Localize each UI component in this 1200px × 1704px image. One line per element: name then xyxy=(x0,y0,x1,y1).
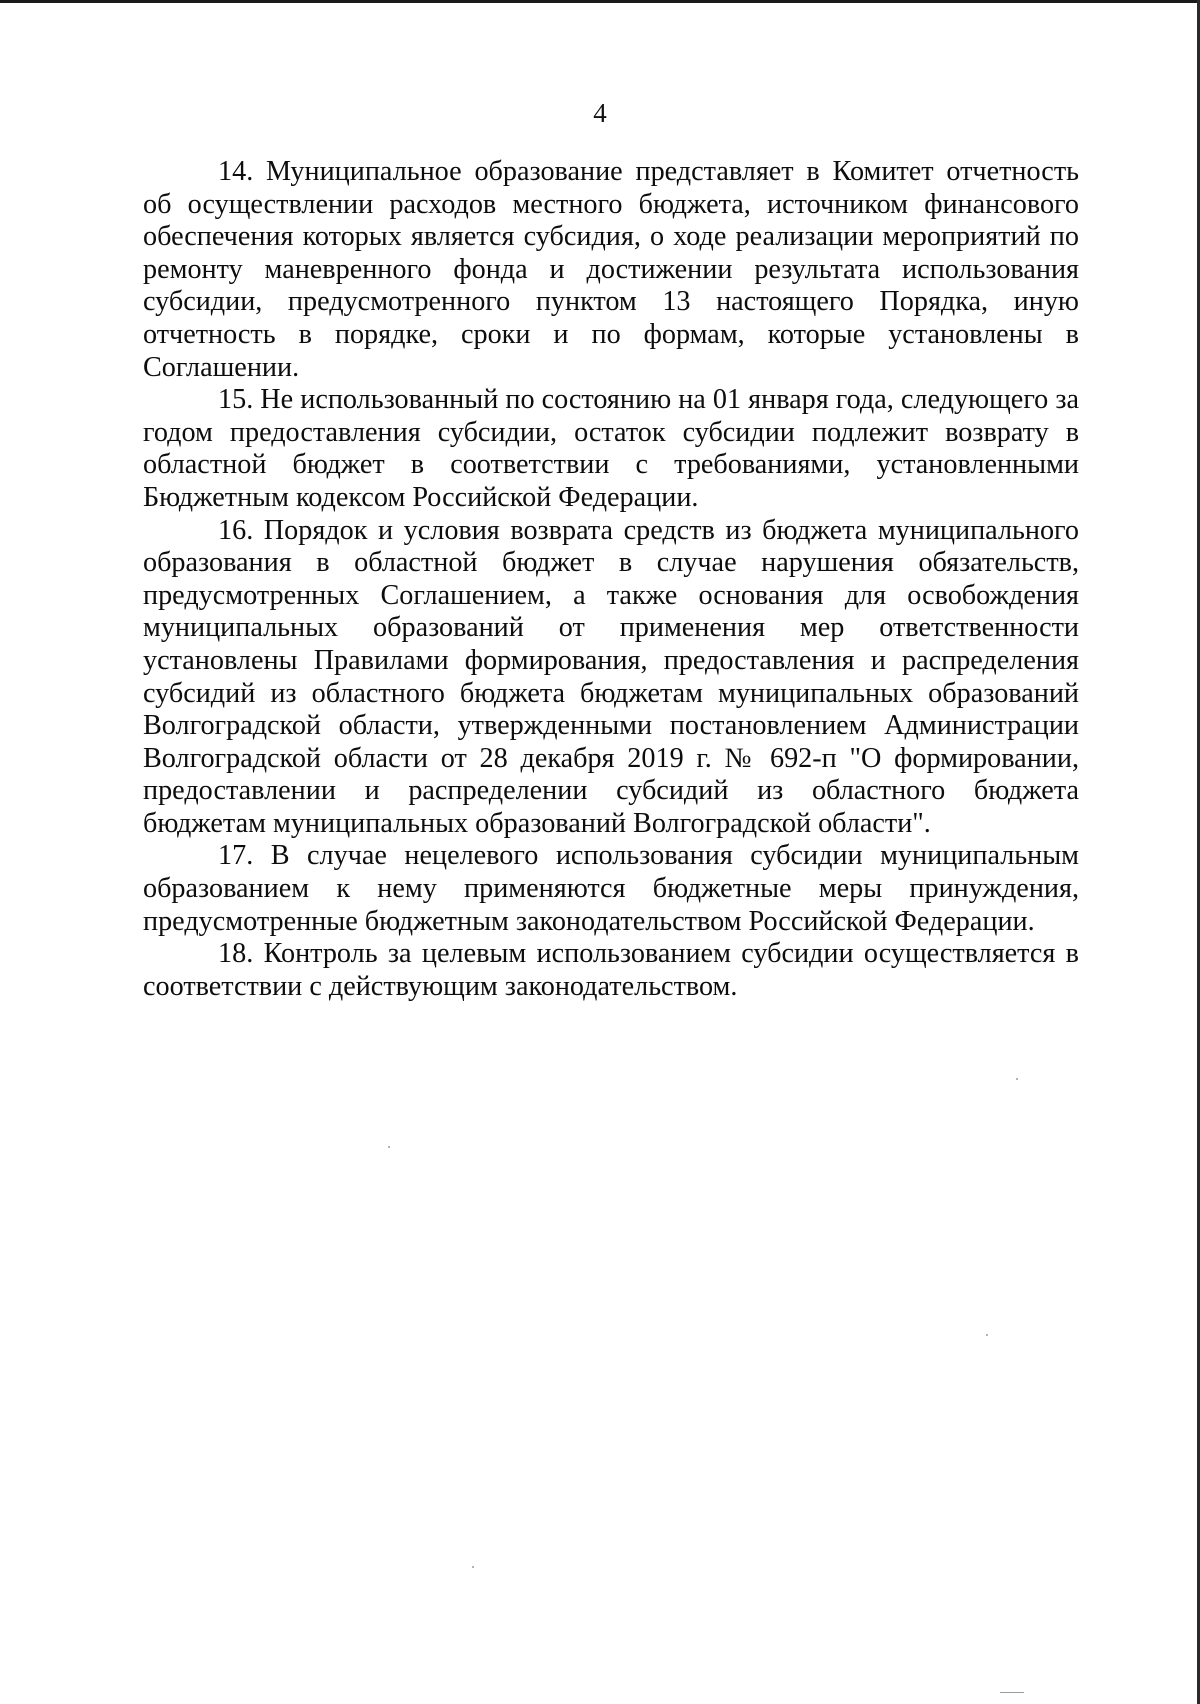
scan-speck xyxy=(1000,1692,1024,1693)
document-body xyxy=(143,156,1079,1003)
scan-speck xyxy=(986,1334,988,1336)
paragraph-15: 15. Не использованный по состоянию на 01 января года, следующего за годом предоставления субсидии, остаток субсидии подлежит возврату в областной бюджет в соответствии с требованиями, установленными Бюджетным кодексом Российской Федерации. xyxy=(143,384,1079,513)
scan-speck xyxy=(472,1566,474,1568)
page-number: 4 xyxy=(593,98,607,128)
paragraph-17: 17. В случае нецелевого использования субсидии муниципальным образованием к нему применяются бюджетные меры принуждения, предусмотренные бюджетным законодательством Российской Федерации. xyxy=(143,840,1079,937)
paragraph-18: 18. Контроль за целевым использованием субсидии осуществляется в соответствии с действующим законодательством. xyxy=(143,938,1079,1002)
scan-speck xyxy=(1016,1078,1018,1080)
paragraph-16: 16. Порядок и условия возврата средств из бюджета муниципального образования в областной бюджет в случае нарушения обязательств, предусмотренных Соглашением, а также основания для освобождения муниципальных образований от применения мер ответственности установлены Правилами формирования, предоставления и распределения субсидий из областного бюджета бюджетам муниципальных образований Волгоградской области, утвержденными постановлением Администрации Волгоградской области от 28 декабря 2019 г. № 692-п "О формировании, предоставлении и распределении субсидий из областного бюджета бюджетам муниципальных образований Волгоградской области". xyxy=(143,514,1079,839)
scan-speck xyxy=(388,1146,390,1148)
paragraph-14: 14. Муниципальное образование представляет в Комитет отчетность об осуществлении расходов местного бюджета, источником финансового обеспечения которых является субсидия, о ходе реализации мероприятий по ремонту маневренного фонда и достижении результата использования субсидии, предусмотренного пунктом 13 настоящего Порядка, иную отчетность в порядке, сроки и по формам, которые установлены в Соглашении. xyxy=(143,156,1079,383)
scan-edge-top xyxy=(0,0,1200,3)
